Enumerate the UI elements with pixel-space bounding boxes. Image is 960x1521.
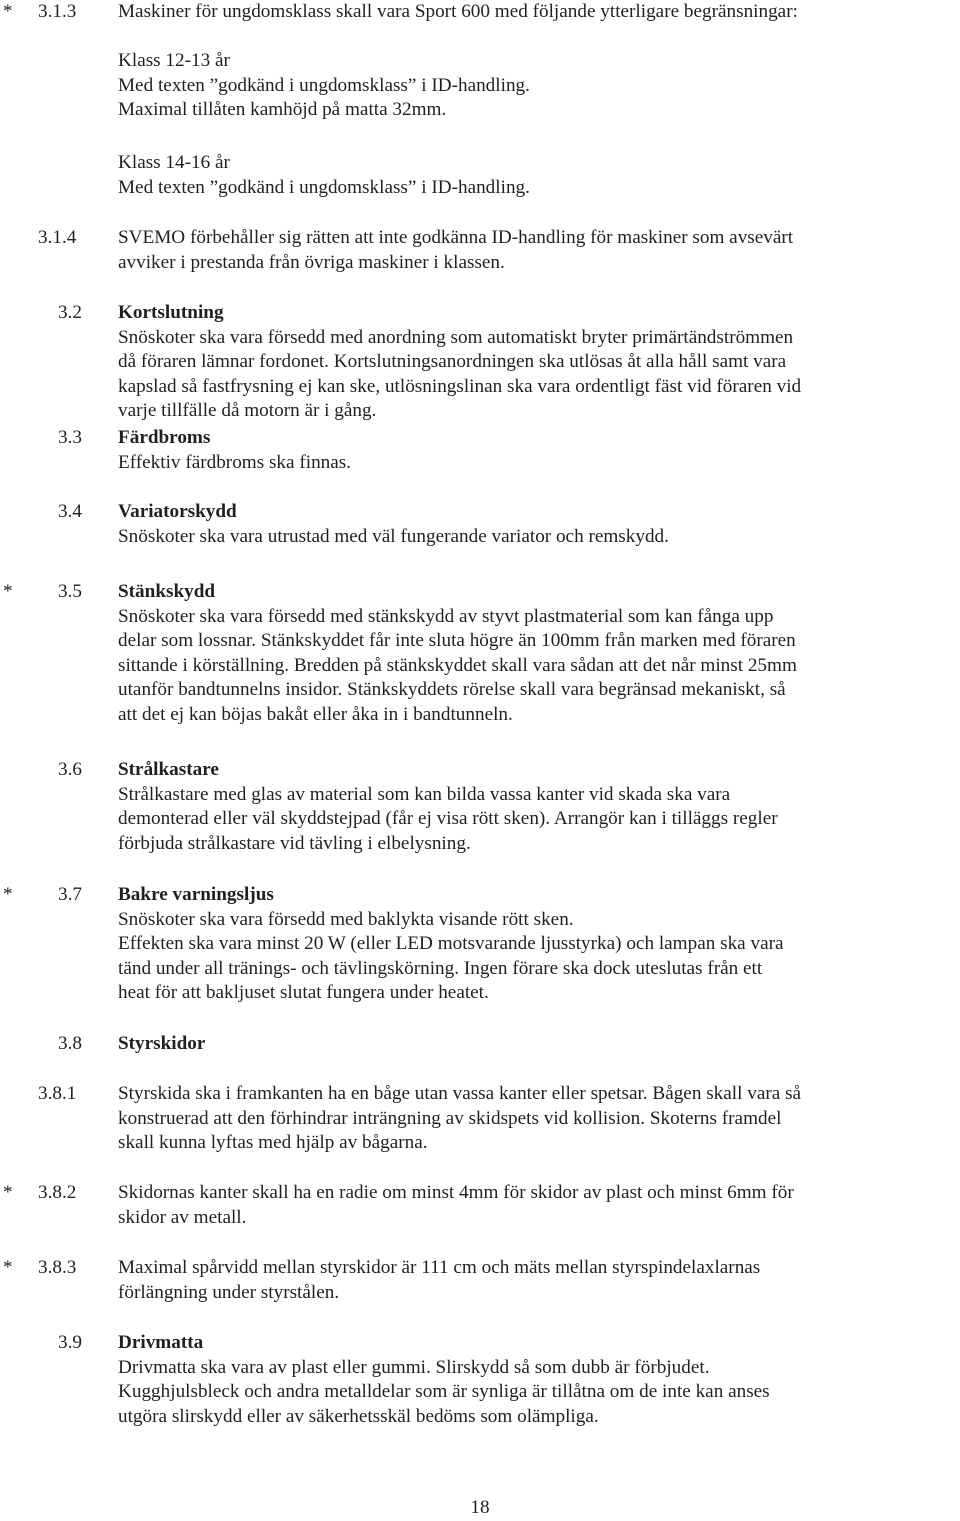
change-marker: *: [3, 884, 13, 905]
section-heading: Bakre varningsljus: [118, 884, 274, 905]
paragraph-line: utgöra slirskydd eller av säkerhetsskäl bedöms som olämpliga.: [118, 1405, 599, 1427]
paragraph-line: avviker i prestanda från övriga maskiner i klassen.: [118, 251, 505, 273]
section-number: 3.8.2: [38, 1182, 77, 1203]
section-number: 3.8.1: [38, 1083, 77, 1104]
change-marker: *: [3, 1, 13, 22]
section-heading: Strålkastare: [118, 759, 219, 780]
paragraph-line: kapslad så fastfrysning ej kan ske, utlösningslinan ska vara ordentligt fäst vid föraren vid: [118, 375, 802, 397]
section-heading: Färdbroms: [118, 427, 211, 448]
section-number: 3.8.3: [38, 1257, 77, 1278]
paragraph-line: Effekten ska vara minst 20 W (eller LED motsvarande ljusstyrka) och lampan ska vara: [118, 933, 784, 955]
paragraph-line: demonterad eller väl skyddstejpad (får ej visa rött sken). Arrangör kan i tilläggs regler: [118, 808, 778, 830]
paragraph-line: sittande i körställning. Bredden på stänkskyddet skall vara sådan att det når minst 25mm: [118, 654, 797, 676]
paragraph-line: Styrskida ska i framkanten ha en båge utan vassa kanter eller spetsar. Bågen skall vara så: [118, 1083, 802, 1104]
paragraph-line: Maximal spårvidd mellan styrskidor är 111 cm och mäts mellan styrspindelaxlarnas: [118, 1257, 761, 1278]
paragraph-line: Snöskoter ska vara försedd med baklykta visande rött sken.: [118, 908, 574, 930]
class-label: Klass 12-13 år: [118, 50, 230, 71]
paragraph-line: Snöskoter ska vara försedd med stänkskydd av styvt plastmaterial som kan fånga upp: [118, 605, 774, 627]
paragraph-line: skidor av metall.: [118, 1206, 247, 1228]
paragraph-line: Strålkastare med glas av material som kan bilda vassa kanter vid skada ska vara: [118, 783, 731, 805]
section-number: 3.7: [58, 884, 82, 905]
paragraph-line: utanför bandtunnelns insidor. Stänkskyddets rörelse skall vara begränsad mekaniskt, så: [118, 679, 786, 701]
paragraph-line: Skidornas kanter skall ha en radie om minst 4mm för skidor av plast och minst 6mm för: [118, 1182, 794, 1203]
section-number: 3.5: [58, 581, 82, 602]
paragraph-line: SVEMO förbehåller sig rätten att inte godkänna ID-handling för maskiner som avsevärt: [118, 227, 794, 248]
paragraph-line: Med texten ”godkänd i ungdomsklass” i ID-handling.: [118, 176, 530, 198]
section-heading: Drivmatta: [118, 1332, 204, 1353]
paragraph-line: Maximal tillåten kamhöjd på matta 32mm.: [118, 99, 447, 121]
change-marker: *: [3, 1182, 13, 1203]
change-marker: *: [3, 581, 13, 602]
section-number: 3.3: [58, 427, 82, 448]
paragraph-line: Snöskoter ska vara utrustad med väl fungerande variator och remskydd.: [118, 525, 669, 547]
section-heading: Stänkskydd: [118, 581, 216, 602]
class-label: Klass 14-16 år: [118, 152, 230, 173]
paragraph-line: Drivmatta ska vara av plast eller gummi. Slirskydd så som dubb är förbjudet.: [118, 1356, 710, 1378]
section-number: 3.6: [58, 759, 82, 780]
paragraph-line: Snöskoter ska vara försedd med anordning som automatiskt bryter primärtändströmmen: [118, 326, 794, 348]
page-number: 18: [470, 1497, 490, 1518]
paragraph-line: heat för att bakljuset slutat fungera under heatet.: [118, 982, 489, 1004]
section-number: 3.1.3: [38, 1, 77, 22]
section-number: 3.4: [58, 501, 82, 522]
paragraph-line: Med texten ”godkänd i ungdomsklass” i ID-handling.: [118, 74, 530, 96]
paragraph-line: Maskiner för ungdomsklass skall vara Sport 600 med följande ytterligare begränsningar:: [118, 1, 798, 22]
paragraph-line: förlängning under styrstålen.: [118, 1281, 340, 1303]
change-marker: *: [3, 1257, 13, 1278]
paragraph-line: då föraren lämnar fordonet. Kortslutningsanordningen ska utlösas åt alla håll samt vara: [118, 351, 787, 373]
paragraph-line: Kugghjulsbleck och andra metalldelar som är synliga är tillåtna om de inte kan anses: [118, 1381, 770, 1403]
paragraph-line: att det ej kan böjas bakåt eller åka in i bandtunneln.: [118, 703, 513, 725]
paragraph-line: skall kunna lyftas med hjälp av bågarna.: [118, 1132, 428, 1154]
section-body: [118, 0, 956, 25]
section-heading: Kortslutning: [118, 302, 224, 323]
section-number: 3.1.4: [38, 227, 77, 248]
section-heading: Styrskidor: [118, 1033, 206, 1054]
paragraph-line: förbjuda strålkastare vid tävling i elbelysning.: [118, 832, 471, 854]
paragraph-line: Effektiv färdbroms ska finnas.: [118, 451, 352, 473]
section-heading: Variatorskydd: [118, 501, 237, 522]
paragraph-line: konstruerad att den förhindrar inträngning av skidspets vid kollision. Skoterns framdel: [118, 1107, 782, 1129]
paragraph-line: delar som lossnar. Stänkskyddet får inte sluta högre än 100mm från marken med föraren: [118, 630, 796, 652]
section-number: 3.9: [58, 1332, 82, 1353]
section-number: 3.2: [58, 302, 82, 323]
section-number: 3.8: [58, 1033, 82, 1054]
paragraph-line: tänd under all tränings- och tävlingskörning. Ingen förare ska dock uteslutas från ett: [118, 957, 763, 979]
paragraph-line: varje tillfälle då motorn är i gång.: [118, 400, 377, 422]
